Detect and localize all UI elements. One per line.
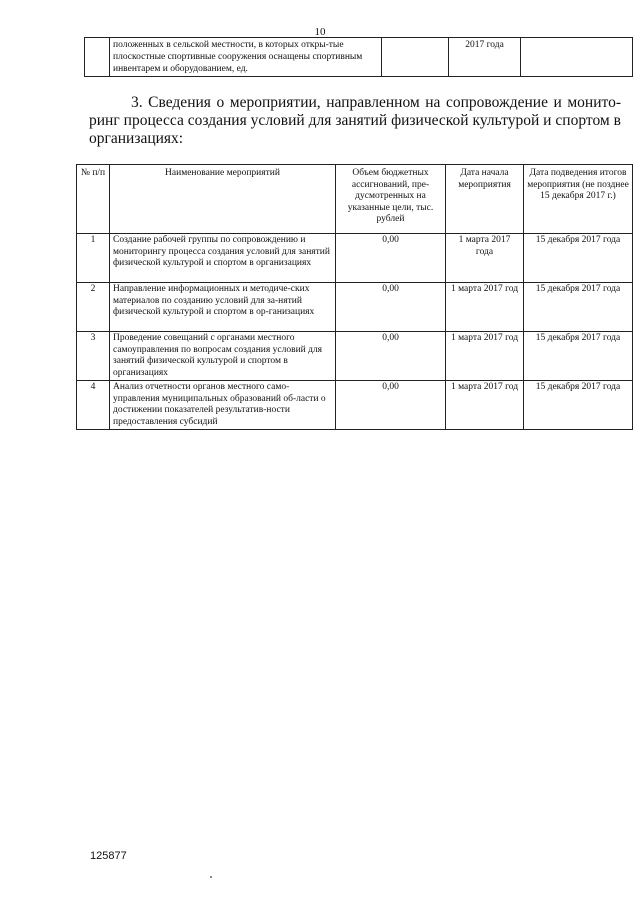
cell-num: 2: [77, 283, 110, 332]
cell-amount: 0,00: [336, 332, 446, 381]
table-row: [77, 332, 633, 381]
table-row: [77, 234, 633, 283]
cell-num: 4: [77, 381, 110, 430]
table-cell-extra: [521, 38, 633, 77]
cell-name: Анализ отчетности органов местного само-управления муниципальных образований об-ласти о достижении показателей результатив-ности предоставления субсидий: [110, 381, 336, 430]
events-table: [76, 164, 633, 430]
cell-end: 15 декабря 2017 года: [524, 332, 633, 381]
header-end: Дата подведения итогов мероприятия (не позднее 15 декабря 2017 г.): [524, 165, 633, 234]
table-row: [77, 381, 633, 430]
table-row: [85, 38, 633, 77]
cell-name: Проведение совещаний с органами местного самоуправления по вопросам создания условий для занятий физической культурой и спортом в организациях: [110, 332, 336, 381]
cell-amount: 0,00: [336, 234, 446, 283]
section-heading: 3. Сведения о мероприятии, направленном на сопровождение и монито-ринг процесса создания условий для занятий физической культурой и спортом в организациях:: [89, 94, 621, 147]
table-cell-date: 2017 года: [449, 38, 521, 77]
cell-end: 15 декабря 2017 года: [524, 381, 633, 430]
scan-dot: [210, 876, 212, 878]
table-cell-text: положенных в сельской местности, в которых откры-тые плоскостные спортивные сооружения оснащены спортивным инвентарем и оборудованием, ед.: [110, 38, 382, 77]
table-cell-num: [85, 38, 110, 77]
cell-name: Создание рабочей группы по сопровождению и мониторингу процесса создания условий для занятий физической культурой и спортом в организациях: [110, 234, 336, 283]
cell-amount: 0,00: [336, 381, 446, 430]
table-cell-amount: [382, 38, 449, 77]
cell-start: 1 марта 2017 год: [446, 332, 524, 381]
table-header-row: [77, 165, 633, 234]
cell-end: 15 декабря 2017 года: [524, 234, 633, 283]
cell-num: 1: [77, 234, 110, 283]
cell-name: Направление информационных и методиче-ских материалов по созданию условий для за-нятий физической культурой и спортом в ор-ганизациях: [110, 283, 336, 332]
continuation-table: [84, 37, 633, 77]
cell-start: 1 марта 2017 год: [446, 283, 524, 332]
header-name: Наименование мероприятий: [110, 165, 336, 234]
cell-start: 1 марта 2017 года: [446, 234, 524, 283]
header-start: Дата начала мероприятия: [446, 165, 524, 234]
header-amount: Объем бюджетных ассигнований, пре-дусмотренных на указанные цели, тыс. рублей: [336, 165, 446, 234]
cell-end: 15 декабря 2017 года: [524, 283, 633, 332]
cell-num: 3: [77, 332, 110, 381]
table-row: [77, 283, 633, 332]
cell-amount: 0,00: [336, 283, 446, 332]
page-number: 10: [314, 26, 326, 38]
cell-start: 1 марта 2017 год: [446, 381, 524, 430]
header-num: № п/п: [77, 165, 110, 234]
document-code: 125877: [90, 850, 127, 862]
